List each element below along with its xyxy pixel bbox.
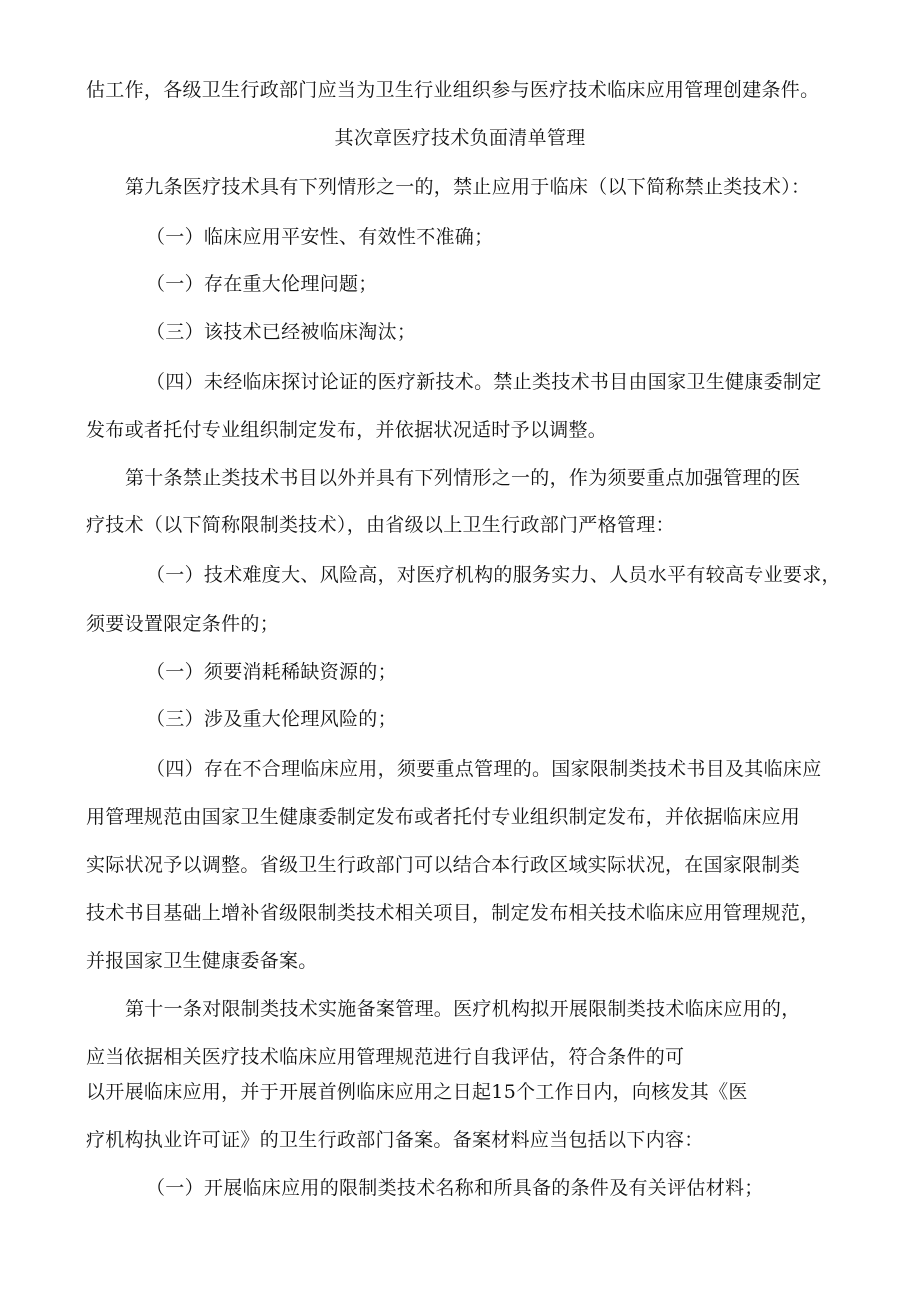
list-item: （三）涉及重大伦理风险的； <box>146 708 397 730</box>
article-11-line: 第十一条对限制类技术实施备案管理。医疗机构拟开展限制类技术临床应用的， <box>125 998 801 1020</box>
text-line: 应当依据相关医疗技术临床应用管理规范进行自我评估，符合条件的可 <box>86 1046 685 1068</box>
list-item: （四）未经临床探讨论证的医疗新技术。禁止类技术书目由国家卫生健康委制定 <box>146 371 822 393</box>
text-line: 发布或者托付专业组织制定发布，并依据状况适时予以调整。 <box>86 419 608 441</box>
text-line: 估工作，各级卫生行政部门应当为卫生行业组织参与医疗技术临床应用管理创建条件。 <box>86 79 820 101</box>
text-line: 实际状况予以调整。省级卫生行政部门可以结合本行政区域实际状况，在国家限制类 <box>86 854 801 876</box>
article-10-line: 第十条禁止类技术书目以外并具有下列情形之一的，作为须要重点加强管理的医 <box>125 467 801 489</box>
text-line: 须要设置限定条件的； <box>86 613 280 635</box>
text-line: 用管理规范由国家卫生健康委制定发布或者托付专业组织制定发布，并依据临床应用 <box>86 806 801 828</box>
list-item: （一）技术难度大、风险高，对医疗机构的服务实力、人员水平有较高专业要求， <box>146 564 841 586</box>
text-line: 并报国家卫生健康委备案。 <box>86 950 318 972</box>
list-item: （三）该技术已经被临床淘汰； <box>146 321 417 343</box>
list-item: （一）临床应用平安性、有效性不准确； <box>146 226 494 248</box>
text-line: 技术书目基础上增补省级限制类技术相关项目，制定发布相关技术临床应用管理规范， <box>86 902 820 924</box>
list-item: （一）须要消耗稀缺资源的； <box>146 661 397 683</box>
list-item: （一）存在重大伦理问题； <box>146 273 378 295</box>
list-item: （四）存在不合理临床应用，须要重点管理的。国家限制类技术书目及其临床应 <box>146 758 822 780</box>
article-9-line: 第九条医疗技术具有下列情形之一的，禁止应用于临床（以下简称禁止类技术）： <box>125 176 811 198</box>
text-line: 疗技术（以下简称限制类技术），由省级以上卫生行政部门严格管理： <box>86 514 675 536</box>
chapter-heading: 其次章医疗技术负面清单管理 <box>334 127 586 149</box>
text-line: 疗机构执业许可证》的卫生行政部门备案。备案材料应当包括以下内容： <box>86 1129 704 1151</box>
text-line: 以开展临床应用，并于开展首例临床应用之日起15个工作日内，向核发其《医 <box>86 1081 748 1103</box>
list-item: （一）开展临床应用的限制类技术名称和所具备的条件及有关评估材料； <box>146 1177 764 1199</box>
